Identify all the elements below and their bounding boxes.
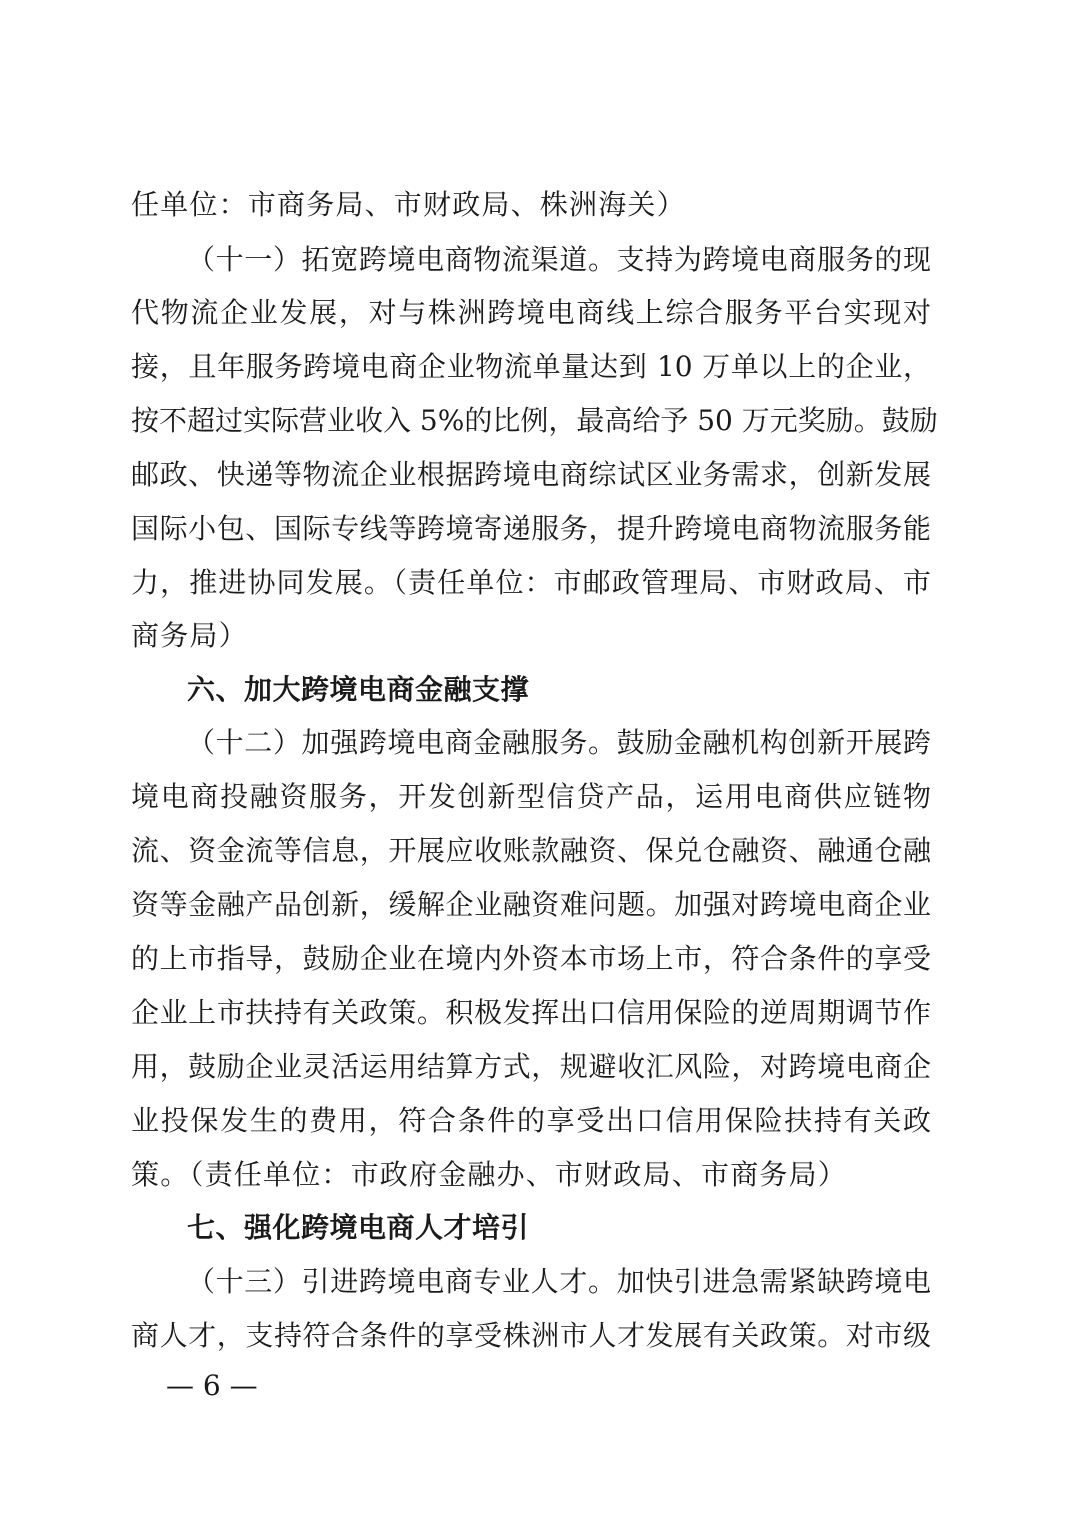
paragraph-line: 任单位：市商务局、市财政局、株洲海关） — [131, 188, 686, 221]
section-heading: 七、强化跨境电商人才培引 — [187, 1211, 530, 1244]
paragraph-line: 业投保发生的费用，符合条件的享受出口信用保险扶持有关政 — [131, 1104, 931, 1137]
paragraph-line: （十一）拓宽跨境电商物流渠道。支持为跨境电商服务的现 — [187, 243, 931, 276]
paragraph-line: 用，鼓励企业灵活运用结算方式，规避收汇风险，对跨境电商企 — [131, 1050, 931, 1083]
paragraph-line: （十三）引进跨境电商专业人才。加快引进急需紧缺跨境电 — [187, 1265, 931, 1298]
paragraph-line: 邮政、快递等物流企业根据跨境电商综试区业务需求，创新发展 — [131, 458, 931, 491]
paragraph-line: 境电商投融资服务，开发创新型信贷产品，运用电商供应链物 — [131, 780, 931, 813]
paragraph-line: 商人才，支持符合条件的享受株洲市人才发展有关政策。对市级 — [131, 1319, 931, 1352]
paragraph-line: 商务局） — [131, 619, 248, 652]
paragraph-line: 力，推进协同发展。（责任单位：市邮政管理局、市财政局、市 — [131, 566, 931, 599]
paragraph-line: 接，且年服务跨境电商企业物流单量达到 10 万单以上的企业， — [131, 350, 931, 383]
paragraph-line: 的上市指导，鼓励企业在境内外资本市场上市，符合条件的享受 — [131, 942, 931, 975]
paragraph-line: 按不超过实际营业收入 5%的比例，最高给予 50 万元奖励。鼓励 — [131, 404, 938, 437]
paragraph-line: 国际小包、国际专线等跨境寄递服务，提升跨境电商物流服务能 — [131, 512, 931, 545]
paragraph-line: 流、资金流等信息，开展应收账款融资、保兑仓融资、融通仓融 — [131, 834, 931, 867]
paragraph-line: 代物流企业发展，对与株洲跨境电商线上综合服务平台实现对 — [131, 296, 931, 329]
section-heading: 六、加大跨境电商金融支撑 — [187, 673, 530, 706]
paragraph-line: （十二）加强跨境电商金融服务。鼓励金融机构创新开展跨 — [187, 726, 931, 759]
paragraph-line: 资等金融产品创新，缓解企业融资难问题。加强对跨境电商企业 — [131, 888, 931, 921]
paragraph-line: 企业上市扶持有关政策。积极发挥出口信用保险的逆周期调节作 — [131, 996, 931, 1029]
page-number: — 6 — — [166, 1369, 258, 1402]
paragraph-line: 策。（责任单位：市政府金融办、市财政局、市商务局） — [131, 1158, 848, 1191]
